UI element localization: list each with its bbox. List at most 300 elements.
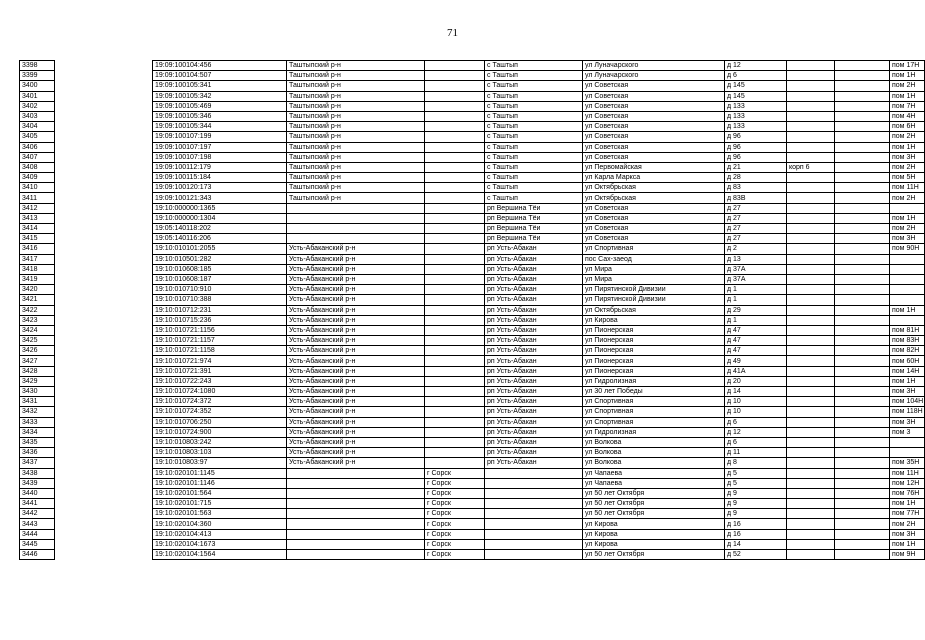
street-cell: ул Октябрьская — [583, 305, 725, 315]
street-cell: ул Луначарского — [583, 71, 725, 81]
city-cell: г Сорск — [425, 519, 485, 529]
row-number-cell: 3433 — [20, 417, 55, 427]
house-cell: д 10 — [725, 397, 787, 407]
house-cell: д 27 — [725, 203, 787, 213]
row-number-cell: 3401 — [20, 91, 55, 101]
settlement-cell: с Таштып — [485, 61, 583, 71]
row-number-cell: 3403 — [20, 111, 55, 121]
district-cell — [287, 213, 425, 223]
street-cell: ул Спортивная — [583, 397, 725, 407]
settlement-cell: с Таштып — [485, 101, 583, 111]
row-number-cell: 3429 — [20, 376, 55, 386]
empty-cell — [835, 274, 890, 284]
spacer-cell — [55, 325, 153, 335]
city-cell — [425, 264, 485, 274]
district-cell: Усть-Абаканский р-н — [287, 305, 425, 315]
spacer-cell — [55, 499, 153, 509]
row-number-cell: 3419 — [20, 274, 55, 284]
building-cell — [787, 325, 835, 335]
empty-cell — [835, 499, 890, 509]
table-row — [20, 254, 925, 264]
row-number-cell: 3404 — [20, 122, 55, 132]
city-cell — [425, 183, 485, 193]
row-number-cell: 3435 — [20, 437, 55, 447]
table-row — [20, 285, 925, 295]
spacer-cell — [55, 468, 153, 478]
house-cell: д 96 — [725, 142, 787, 152]
empty-cell — [835, 71, 890, 81]
building-cell — [787, 254, 835, 264]
district-cell: Усть-Абаканский р-н — [287, 346, 425, 356]
district-cell: Таштыпский р-н — [287, 193, 425, 203]
empty-cell — [835, 285, 890, 295]
street-cell: ул Октябрьская — [583, 193, 725, 203]
spacer-cell — [55, 234, 153, 244]
district-cell: Усть-Абаканский р-н — [287, 366, 425, 376]
street-cell: ул Советская — [583, 132, 725, 142]
cadastral-number-cell: 19:10:010724:372 — [153, 397, 287, 407]
house-cell: д 27 — [725, 234, 787, 244]
city-cell — [425, 387, 485, 397]
district-cell — [287, 509, 425, 519]
building-cell: корп 6 — [787, 162, 835, 172]
street-cell: ул Советская — [583, 234, 725, 244]
settlement-cell: с Таштып — [485, 122, 583, 132]
registry-table-body — [20, 61, 925, 560]
cadastral-number-cell: 19:10:020101:564 — [153, 488, 287, 498]
building-cell — [787, 417, 835, 427]
empty-cell — [835, 519, 890, 529]
cadastral-number-cell: 19:09:100107:198 — [153, 152, 287, 162]
table-row — [20, 244, 925, 254]
district-cell — [287, 468, 425, 478]
spacer-cell — [55, 458, 153, 468]
house-cell: д 6 — [725, 417, 787, 427]
row-number-cell: 3410 — [20, 183, 55, 193]
district-cell — [287, 519, 425, 529]
spacer-cell — [55, 346, 153, 356]
district-cell: Усть-Абаканский р-н — [287, 458, 425, 468]
city-cell: г Сорск — [425, 478, 485, 488]
cadastral-number-cell: 19:10:020101:715 — [153, 499, 287, 509]
city-cell — [425, 193, 485, 203]
empty-cell — [835, 305, 890, 315]
street-cell: ул 30 лет Победы — [583, 387, 725, 397]
premises-cell: пом 6Н — [890, 122, 925, 132]
table-row — [20, 417, 925, 427]
empty-cell — [835, 478, 890, 488]
settlement-cell: рп Усть-Абакан — [485, 325, 583, 335]
settlement-cell — [485, 509, 583, 519]
settlement-cell: рп Усть-Абакан — [485, 264, 583, 274]
table-row — [20, 264, 925, 274]
district-cell: Таштыпский р-н — [287, 111, 425, 121]
cadastral-number-cell: 19:10:010608:187 — [153, 274, 287, 284]
house-cell: д 29 — [725, 305, 787, 315]
house-cell: д 1 — [725, 295, 787, 305]
house-cell: д 5 — [725, 478, 787, 488]
street-cell: ул Пионерская — [583, 346, 725, 356]
settlement-cell: с Таштып — [485, 173, 583, 183]
empty-cell — [835, 244, 890, 254]
cadastral-number-cell: 19:09:100105:469 — [153, 101, 287, 111]
house-cell: д 96 — [725, 152, 787, 162]
street-cell: ул Советская — [583, 81, 725, 91]
street-cell: ул Луначарского — [583, 61, 725, 71]
settlement-cell: рп Усть-Абакан — [485, 387, 583, 397]
settlement-cell: с Таштып — [485, 162, 583, 172]
district-cell: Усть-Абаканский р-н — [287, 448, 425, 458]
empty-cell — [835, 193, 890, 203]
house-cell: д 20 — [725, 376, 787, 386]
row-number-cell: 3413 — [20, 213, 55, 223]
cadastral-number-cell: 19:09:100120:173 — [153, 183, 287, 193]
table-row — [20, 356, 925, 366]
row-number-cell: 3436 — [20, 448, 55, 458]
building-cell — [787, 437, 835, 447]
row-number-cell: 3444 — [20, 529, 55, 539]
city-cell — [425, 142, 485, 152]
building-cell — [787, 315, 835, 325]
settlement-cell: рп Усть-Абакан — [485, 376, 583, 386]
table-row — [20, 499, 925, 509]
city-cell — [425, 234, 485, 244]
city-cell — [425, 376, 485, 386]
settlement-cell — [485, 499, 583, 509]
empty-cell — [835, 142, 890, 152]
city-cell — [425, 81, 485, 91]
street-cell: ул Пионерская — [583, 336, 725, 346]
street-cell: ул Мира — [583, 274, 725, 284]
cadastral-number-cell: 19:09:100105:344 — [153, 122, 287, 132]
premises-cell: пом 76Н — [890, 488, 925, 498]
city-cell — [425, 274, 485, 284]
spacer-cell — [55, 305, 153, 315]
empty-cell — [835, 325, 890, 335]
spacer-cell — [55, 142, 153, 152]
spacer-cell — [55, 366, 153, 376]
row-number-cell: 3406 — [20, 142, 55, 152]
settlement-cell — [485, 529, 583, 539]
street-cell: ул Мира — [583, 264, 725, 274]
spacer-cell — [55, 539, 153, 549]
cadastral-number-cell: 19:10:010803:103 — [153, 448, 287, 458]
premises-cell — [890, 437, 925, 447]
spacer-cell — [55, 244, 153, 254]
table-row — [20, 61, 925, 71]
settlement-cell: рп Усть-Абакан — [485, 427, 583, 437]
empty-cell — [835, 437, 890, 447]
spacer-cell — [55, 274, 153, 284]
table-row — [20, 193, 925, 203]
premises-cell: пом 81Н — [890, 325, 925, 335]
settlement-cell: с Таштып — [485, 132, 583, 142]
cadastral-number-cell: 19:09:100115:184 — [153, 173, 287, 183]
city-cell: г Сорск — [425, 550, 485, 560]
premises-cell — [890, 274, 925, 284]
premises-cell: пом 2Н — [890, 193, 925, 203]
cadastral-number-cell: 19:10:020104:1673 — [153, 539, 287, 549]
building-cell — [787, 366, 835, 376]
building-cell — [787, 427, 835, 437]
table-row — [20, 346, 925, 356]
cadastral-number-cell: 19:10:010710:388 — [153, 295, 287, 305]
premises-cell: пом 1Н — [890, 499, 925, 509]
empty-cell — [835, 152, 890, 162]
cadastral-number-cell: 19:10:010722:243 — [153, 376, 287, 386]
spacer-cell — [55, 132, 153, 142]
house-cell: д 133 — [725, 101, 787, 111]
settlement-cell: рп Усть-Абакан — [485, 407, 583, 417]
settlement-cell: рп Усть-Абакан — [485, 366, 583, 376]
city-cell — [425, 162, 485, 172]
cadastral-number-cell: 19:09:100104:456 — [153, 61, 287, 71]
street-cell: ул Советская — [583, 213, 725, 223]
house-cell: д 27 — [725, 224, 787, 234]
building-cell — [787, 101, 835, 111]
district-cell — [287, 529, 425, 539]
empty-cell — [835, 458, 890, 468]
empty-cell — [835, 61, 890, 71]
street-cell: ул Кирова — [583, 519, 725, 529]
row-number-cell: 3434 — [20, 427, 55, 437]
row-number-cell: 3441 — [20, 499, 55, 509]
city-cell — [425, 173, 485, 183]
premises-cell: пом 9Н — [890, 550, 925, 560]
row-number-cell: 3422 — [20, 305, 55, 315]
settlement-cell: рп Усть-Абакан — [485, 254, 583, 264]
spacer-cell — [55, 336, 153, 346]
settlement-cell — [485, 539, 583, 549]
premises-cell: пом 104Н — [890, 397, 925, 407]
cadastral-number-cell: 19:09:100107:197 — [153, 142, 287, 152]
table-row — [20, 122, 925, 132]
table-row — [20, 81, 925, 91]
building-cell — [787, 458, 835, 468]
table-row — [20, 183, 925, 193]
district-cell: Усть-Абаканский р-н — [287, 387, 425, 397]
row-number-cell: 3408 — [20, 162, 55, 172]
empty-cell — [835, 448, 890, 458]
city-cell — [425, 407, 485, 417]
spacer-cell — [55, 111, 153, 121]
table-row — [20, 468, 925, 478]
street-cell: ул Пионерская — [583, 325, 725, 335]
street-cell: ул Советская — [583, 122, 725, 132]
empty-cell — [835, 111, 890, 121]
spacer-cell — [55, 254, 153, 264]
table-row — [20, 478, 925, 488]
spacer-cell — [55, 397, 153, 407]
premises-cell — [890, 285, 925, 295]
street-cell: ул 50 лет Октября — [583, 488, 725, 498]
street-cell: ул Спортивная — [583, 407, 725, 417]
settlement-cell: рп Вершина Тёи — [485, 224, 583, 234]
street-cell: ул Пионерская — [583, 366, 725, 376]
empty-cell — [835, 183, 890, 193]
empty-cell — [835, 509, 890, 519]
city-cell — [425, 346, 485, 356]
table-row — [20, 397, 925, 407]
spacer-cell — [55, 91, 153, 101]
building-cell — [787, 295, 835, 305]
premises-cell: пом 90Н — [890, 244, 925, 254]
settlement-cell: рп Усть-Абакан — [485, 356, 583, 366]
district-cell: Усть-Абаканский р-н — [287, 264, 425, 274]
district-cell: Таштыпский р-н — [287, 142, 425, 152]
spacer-cell — [55, 81, 153, 91]
street-cell: ул Советская — [583, 203, 725, 213]
street-cell: ул Кирова — [583, 315, 725, 325]
building-cell — [787, 488, 835, 498]
empty-cell — [835, 173, 890, 183]
empty-cell — [835, 224, 890, 234]
house-cell: д 47 — [725, 346, 787, 356]
row-number-cell: 3405 — [20, 132, 55, 142]
table-row — [20, 213, 925, 223]
street-cell: ул Советская — [583, 142, 725, 152]
table-row — [20, 539, 925, 549]
street-cell: ул Спортивная — [583, 417, 725, 427]
table-row — [20, 111, 925, 121]
street-cell: ул Советская — [583, 91, 725, 101]
premises-cell — [890, 264, 925, 274]
settlement-cell: рп Усть-Абакан — [485, 448, 583, 458]
row-number-cell: 3437 — [20, 458, 55, 468]
cadastral-number-cell: 19:10:010721:974 — [153, 356, 287, 366]
city-cell — [425, 132, 485, 142]
premises-cell: пом 3 — [890, 427, 925, 437]
district-cell — [287, 203, 425, 213]
premises-cell — [890, 295, 925, 305]
house-cell: д 28 — [725, 173, 787, 183]
spacer-cell — [55, 162, 153, 172]
table-row — [20, 234, 925, 244]
street-cell: ул Пирятинской Дивизии — [583, 295, 725, 305]
table-row — [20, 305, 925, 315]
house-cell: д 8 — [725, 458, 787, 468]
city-cell — [425, 285, 485, 295]
cadastral-number-cell: 19:10:010724:900 — [153, 427, 287, 437]
district-cell: Усть-Абаканский р-н — [287, 274, 425, 284]
city-cell — [425, 295, 485, 305]
table-row — [20, 315, 925, 325]
settlement-cell: рп Усть-Абакан — [485, 285, 583, 295]
house-cell: д 16 — [725, 529, 787, 539]
building-cell — [787, 213, 835, 223]
city-cell — [425, 111, 485, 121]
row-number-cell: 3443 — [20, 519, 55, 529]
building-cell — [787, 244, 835, 254]
house-cell: д 145 — [725, 81, 787, 91]
empty-cell — [835, 387, 890, 397]
house-cell: д 11 — [725, 448, 787, 458]
street-cell: ул Гидролизная — [583, 427, 725, 437]
settlement-cell — [485, 468, 583, 478]
city-cell — [425, 101, 485, 111]
spacer-cell — [55, 376, 153, 386]
premises-cell: пом 83Н — [890, 336, 925, 346]
district-cell: Таштыпский р-н — [287, 122, 425, 132]
cadastral-number-cell: 19:09:100121:343 — [153, 193, 287, 203]
empty-cell — [835, 162, 890, 172]
building-cell — [787, 356, 835, 366]
settlement-cell — [485, 519, 583, 529]
building-cell — [787, 376, 835, 386]
building-cell — [787, 111, 835, 121]
table-row — [20, 325, 925, 335]
street-cell: ул Карла Маркса — [583, 173, 725, 183]
city-cell — [425, 458, 485, 468]
row-number-cell: 3414 — [20, 224, 55, 234]
district-cell: Усть-Абаканский р-н — [287, 356, 425, 366]
city-cell — [425, 305, 485, 315]
building-cell — [787, 193, 835, 203]
house-cell: д 9 — [725, 488, 787, 498]
row-number-cell: 3427 — [20, 356, 55, 366]
spacer-cell — [55, 550, 153, 560]
city-cell — [425, 203, 485, 213]
cadastral-number-cell: 19:10:000000:1365 — [153, 203, 287, 213]
empty-cell — [835, 315, 890, 325]
spacer-cell — [55, 478, 153, 488]
empty-cell — [835, 101, 890, 111]
premises-cell: пом 11Н — [890, 468, 925, 478]
premises-cell — [890, 254, 925, 264]
empty-cell — [835, 376, 890, 386]
page-number: 71 — [447, 27, 458, 39]
settlement-cell: рп Усть-Абакан — [485, 244, 583, 254]
spacer-cell — [55, 407, 153, 417]
empty-cell — [835, 427, 890, 437]
settlement-cell: с Таштып — [485, 81, 583, 91]
row-number-cell: 3426 — [20, 346, 55, 356]
city-cell: г Сорск — [425, 488, 485, 498]
spacer-cell — [55, 387, 153, 397]
row-number-cell: 3432 — [20, 407, 55, 417]
empty-cell — [835, 529, 890, 539]
house-cell: д 14 — [725, 539, 787, 549]
district-cell: Таштыпский р-н — [287, 101, 425, 111]
cadastral-number-cell: 19:10:010803:97 — [153, 458, 287, 468]
row-number-cell: 3399 — [20, 71, 55, 81]
house-cell: д 27 — [725, 213, 787, 223]
row-number-cell: 3439 — [20, 478, 55, 488]
premises-cell: пом 1Н — [890, 376, 925, 386]
premises-cell: пом 12Н — [890, 478, 925, 488]
house-cell: д 2 — [725, 244, 787, 254]
building-cell — [787, 539, 835, 549]
cadastral-number-cell: 19:05:140116:206 — [153, 234, 287, 244]
district-cell: Усть-Абаканский р-н — [287, 254, 425, 264]
settlement-cell: рп Усть-Абакан — [485, 417, 583, 427]
street-cell: ул 50 лет Октября — [583, 550, 725, 560]
settlement-cell: рп Усть-Абакан — [485, 305, 583, 315]
row-number-cell: 3418 — [20, 264, 55, 274]
house-cell: д 12 — [725, 427, 787, 437]
district-cell: Таштыпский р-н — [287, 162, 425, 172]
premises-cell: пом 1Н — [890, 305, 925, 315]
building-cell — [787, 81, 835, 91]
spacer-cell — [55, 356, 153, 366]
cadastral-number-cell: 19:10:010706:250 — [153, 417, 287, 427]
building-cell — [787, 122, 835, 132]
street-cell: ул Советская — [583, 111, 725, 121]
empty-cell — [835, 234, 890, 244]
spacer-cell — [55, 315, 153, 325]
premises-cell — [890, 203, 925, 213]
empty-cell — [835, 336, 890, 346]
